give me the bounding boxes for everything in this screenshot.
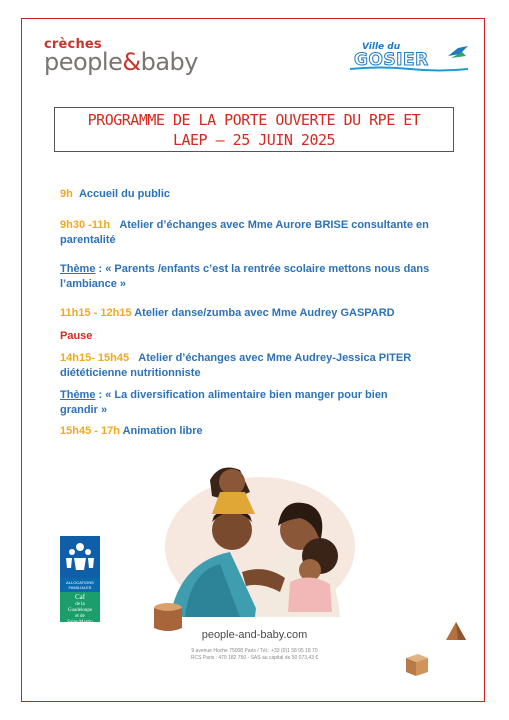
- ville-du-gosier-logo: [350, 42, 468, 72]
- programme-pause: Pause: [60, 330, 93, 342]
- family-emblem-icon: [60, 536, 100, 578]
- caf-logo: [60, 536, 100, 625]
- brand-name-part2: baby: [140, 48, 198, 76]
- theme-label: Thème: [60, 263, 96, 275]
- programme-theme-rentree: [60, 262, 460, 292]
- wave-icon: [350, 66, 468, 72]
- item-text: Atelier d’échanges avec Mme Audrey-Jessica PITER: [138, 352, 412, 364]
- theme-text-cont: l’ambiance »: [60, 278, 127, 290]
- caf-region-text: [60, 594, 100, 626]
- footer-address-line-2: RCS Paris : 479 182 750 - SAS au capital de 50 073,43 €: [190, 655, 319, 661]
- people-and-baby-logo: [44, 38, 198, 74]
- theme-text-cont: grandir »: [60, 404, 108, 416]
- programme-item-nutrition: [60, 351, 460, 381]
- programme-item-accueil: [60, 187, 460, 202]
- footer-address-line-1: 9 avenue Hoche 75008 Paris / Tél.: +33 (0)1 58 05 18 70: [191, 648, 318, 654]
- item-time: 11h15 - 12h15: [60, 307, 132, 319]
- caf-sub-1: de la: [75, 602, 85, 607]
- item-text: Animation libre: [122, 425, 203, 437]
- gosier-label: GOSIER: [354, 50, 429, 70]
- item-time: 14h15- 15h45: [60, 352, 130, 364]
- item-text: Accueil du public: [78, 188, 171, 200]
- caf-sub-2: Guadeloupe: [67, 608, 93, 613]
- item-text: Atelier d’échanges avec Mme Aurore BRISE consultante en: [119, 219, 429, 231]
- caf-word: Caf: [74, 593, 86, 601]
- brand-name-part1: people: [44, 48, 123, 76]
- item-time: 9h: [60, 188, 73, 200]
- family-illustration: [150, 452, 370, 617]
- brand-creches-label: crèches: [44, 37, 102, 52]
- item-text-cont: diététicienne nutritionniste: [60, 367, 201, 379]
- programme-item-atelier-parentalite: [60, 218, 460, 248]
- bird-icon: [448, 46, 468, 60]
- programme-item-animation: [60, 424, 460, 439]
- caf-emblem-area: [60, 536, 100, 578]
- programme-theme-diversification: [60, 388, 460, 418]
- theme-label: Thème: [60, 389, 96, 401]
- caf-sub-4: Saint-Martin: [67, 620, 93, 625]
- caf-label-2: FAMILIALES: [68, 585, 92, 590]
- programme-item-zumba: [60, 306, 460, 321]
- item-text: Atelier danse/zumba avec Mme Audrey GASPARD: [134, 307, 395, 319]
- caf-label-1: ALLOCATIONS: [66, 580, 94, 585]
- brand-name: [44, 50, 198, 74]
- theme-text: : « La diversification alimentaire bien manger pour bien: [95, 389, 388, 401]
- title-line-1: PROGRAMME DE LA PORTE OUVERTE DU RPE ET: [87, 111, 421, 129]
- theme-text: : « Parents /enfants c’est la rentrée scolaire mettons nous dans: [95, 263, 430, 275]
- item-time: 9h30 -11h: [60, 219, 111, 231]
- caf-sub-3: et de: [75, 614, 85, 619]
- item-text-cont: parentalité: [60, 234, 116, 246]
- item-time: 15h45 - 17h: [60, 425, 120, 437]
- title-line-2: LAEP – 25 JUIN 2025: [172, 131, 336, 149]
- caf-allocations-label: [60, 580, 100, 590]
- programme-title-box: [54, 107, 454, 152]
- footer-address: [0, 648, 509, 662]
- ville-label: Ville du: [362, 42, 401, 52]
- footer-website[interactable]: people-and-baby.com: [201, 629, 308, 641]
- brand-ampersand: &: [122, 48, 141, 76]
